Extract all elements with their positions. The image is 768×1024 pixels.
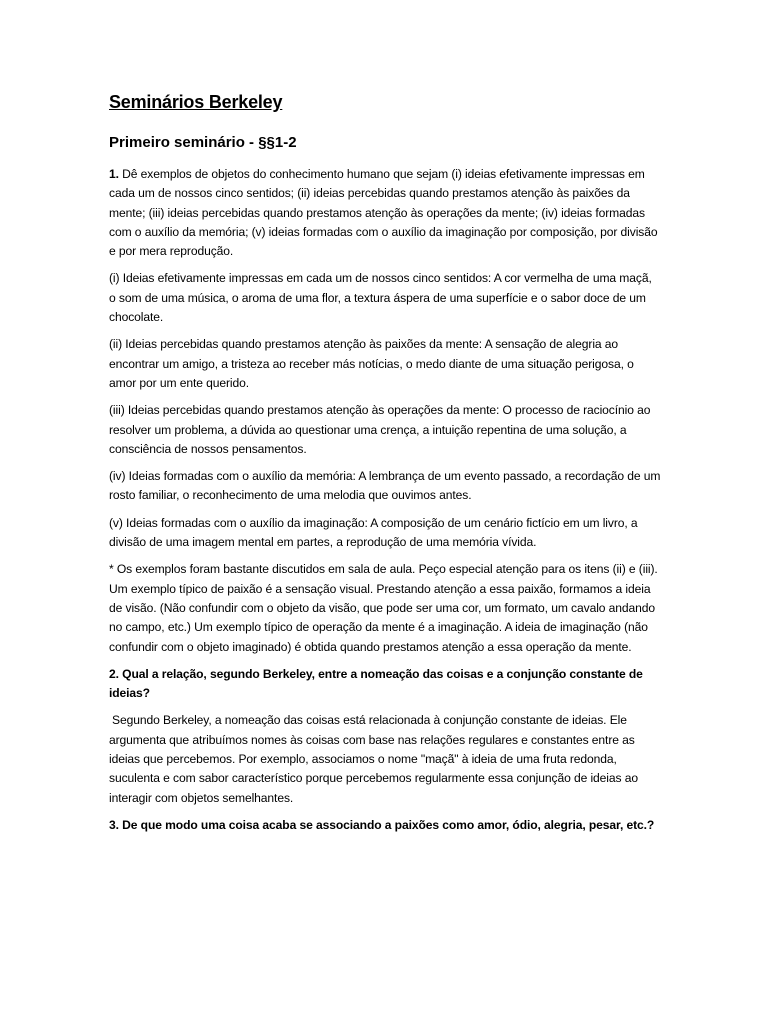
answer-1-i: (i) Ideias efetivamente impressas em cada um de nossos cinco sentidos: A cor vermelha de uma maçã, o som de uma música, o aroma de uma flor, a textura áspera de uma superfície e o sabor doce de um chocolate. — [109, 271, 652, 325]
answer-1-iii: (iii) Ideias percebidas quando prestamos atenção às operações da mente: O processo de raciocínio ao resolver um problema, a dúvida ao questionar uma crença, a intuição repentina de uma solução, a consciência de nossos pensamentos. — [109, 403, 651, 456]
answer-1-ii: (ii) Ideias percebidas quando prestamos atenção às paixões da mente: A sensação de alegria ao encontrar um amigo, a tristeza ao receber más notícias, o medo diante de uma situação perigosa, o amor por um ente querido. — [109, 337, 634, 390]
answer-1-iv: (iv) Ideias formadas com o auxílio da memória: A lembrança de um evento passado, a recordação de um rosto familiar, o reconhecimento de uma melodia que ouvimos antes. — [109, 469, 661, 503]
question-1-number: 1. — [109, 167, 119, 181]
answer-2: Segundo Berkeley, a nomeação das coisas está relacionada à conjunção constante de ideias. Ele argumenta que atribuímos nomes às coisas com base nas relações regulares e constantes entre as ideias que percebemos. Por exemplo, associamos o nome "maçã" à ideia de uma fruta redonda, suculenta e com sabor característico porque percebemos regularmente essa conjunção de ideias ao interagir com objetos semelhantes. — [109, 713, 638, 805]
question-3: 3. De que modo uma coisa acaba se associando a paixões como amor, ódio, alegria, pesar, etc.? — [109, 817, 655, 832]
teacher-note: * Os exemplos foram bastante discutidos em sala de aula. Peço especial atenção para os itens (ii) e (iii). Um exemplo típico de paixão é a sensação visual. Prestando atenção a essa paixão, formamos a ideia de visão. (Não confundir com o objeto da visão, que pode ser uma cor, um formato, um cavalo andando no campo, etc.) Um exemplo típico de operação da mente é a imaginação. A ideia de imaginação (não confundir com o objeto imaginado) é obtida quando prestamos atenção a essa operação da mente. — [109, 562, 658, 654]
section-title: Primeiro seminário - §§1-2 — [109, 134, 297, 151]
answer-1-v: (v) Ideias formadas com o auxílio da imaginação: A composição de um cenário fictício em um livro, a divisão de uma imagem mental em partes, a reprodução de uma memória vívida. — [109, 515, 638, 550]
question-1: 1. Dê exemplos de objetos do conhecimento humano que sejam (i) ideias efetivamente impressas em cada um de nossos cinco sentidos; (ii) ideias percebidas quando prestamos atenção às paixões da mente; (iii) ideias percebidas quando prestamos atenção às operações da mente; (iv) ideias formadas com o auxílio da memória; (v) ideias formadas com o auxílio da imaginação por composição, por divisão e por mera reprodução. — [109, 167, 658, 259]
question-2: 2. Qual a relação, segundo Berkeley, entre a nomeação das coisas e a conjunção constante de ideias? — [109, 666, 643, 701]
document-title: Seminários Berkeley — [109, 92, 283, 112]
document-page — [109, 90, 661, 843]
